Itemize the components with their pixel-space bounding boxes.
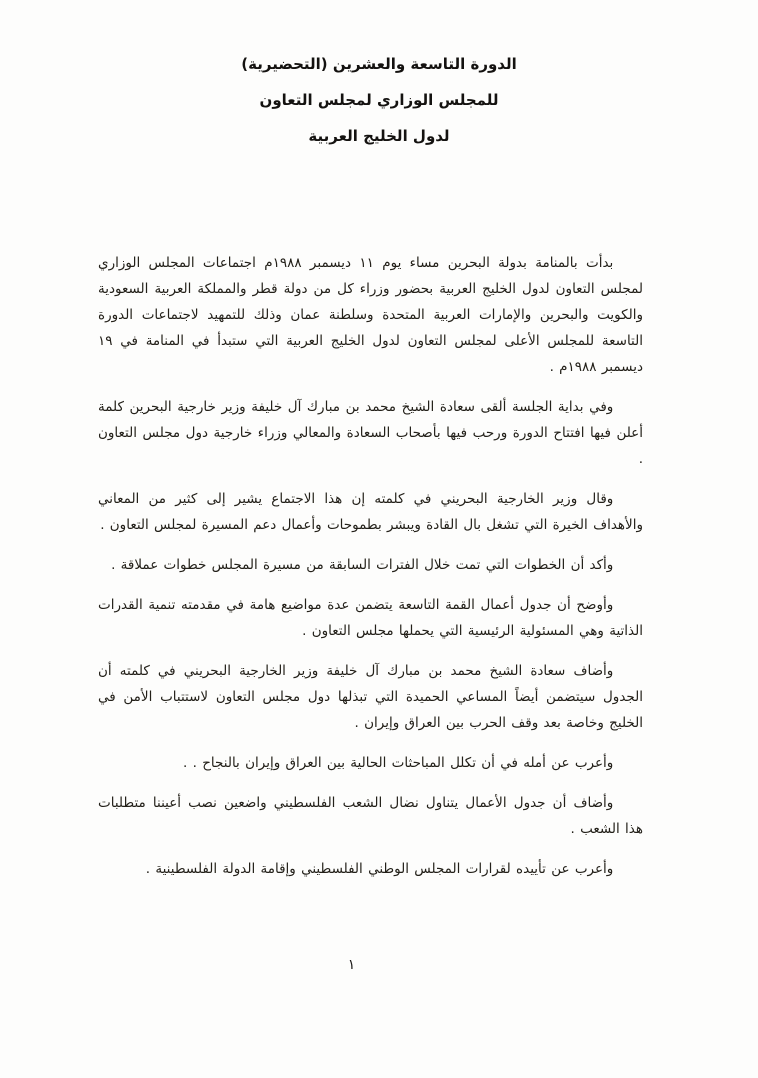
- paragraph: وأضاف أن جدول الأعمال يتناول نضال الشعب الفلسطيني واضعين نصب أعيننا متطلبات هذا الشعب .: [98, 795, 643, 837]
- paragraph: وأعرب عن تأييده لقرارات المجلس الوطني الفلسطيني وإقامة الدولة الفلسطينية .: [145, 861, 614, 877]
- paragraph: وأعرب عن أمله في أن تكلل المباحثات الحالية بين العراق وإيران بالنجاح . .: [183, 755, 614, 771]
- paragraph: بدأت بالمنامة بدولة البحرين مساء يوم ١١ ديسمبر ١٩٨٨م اجتماعات المجلس الوزاري لمجلس التعاون لدول الخليج العربية بحضور وزراء كل من دولة قطر والمملكة العربية السعودية والكويت والبحرين والإمارات العربية المتحدة وسلطنة عمان وذلك للتمهيد لاجتماعات الدورة التاسعة للمجلس الأعلى لمجلس التعاون لدول الخليج العربية التي ستبدأ في المنامة في ١٩ ديسمبر ١٩٨٨م .: [98, 255, 643, 375]
- paragraph: وأكد أن الخطوات التي تمت خلال الفترات السابقة من مسيرة المجلس خطوات عملاقة .: [111, 557, 614, 573]
- title-line-1: الدورة التاسعة والعشرين (التحضيرية): [241, 55, 517, 73]
- title-line-3: لدول الخليج العربية: [308, 127, 450, 145]
- paragraph: وأضاف سعادة الشيخ محمد بن مبارك آل خليفة وزير الخارجية البحريني في كلمته أن الجدول سيتضمن أيضاً المساعي الحميدة التي تبذلها دول مجلس التعاون لاستتباب الأمن في الخليج وخاصة بعد وقف الحرب بين العراق وإيران .: [98, 663, 643, 731]
- document-body: [98, 250, 643, 882]
- page-number: ١: [347, 957, 356, 973]
- paragraph: وفي بداية الجلسة ألقى سعادة الشيخ محمد بن مبارك آل خليفة وزير خارجية البحرين كلمة أعلن فيها افتتاح الدورة ورحب فيها بأصحاب السعادة والمعالي وزراء خارجية دول مجلس التعاون .: [98, 399, 643, 467]
- paragraph: وقال وزير الخارجية البحريني في كلمته إن هذا الاجتماع يشير إلى كثير من المعاني والأهداف الخيرة التي تشغل بال القادة ويبشر بطموحات وأعمال دعم المسيرة لمجلس التعاون .: [98, 491, 643, 533]
- paragraph: وأوضح أن جدول أعمال القمة التاسعة يتضمن عدة مواضيع هامة في مقدمته تنمية القدرات الذاتية وهي المسئولية الرئيسية التي يحملها مجلس التعاون .: [98, 597, 643, 639]
- title-line-2: للمجلس الوزاري لمجلس التعاون: [259, 91, 499, 109]
- document-title-block: [0, 0, 758, 154]
